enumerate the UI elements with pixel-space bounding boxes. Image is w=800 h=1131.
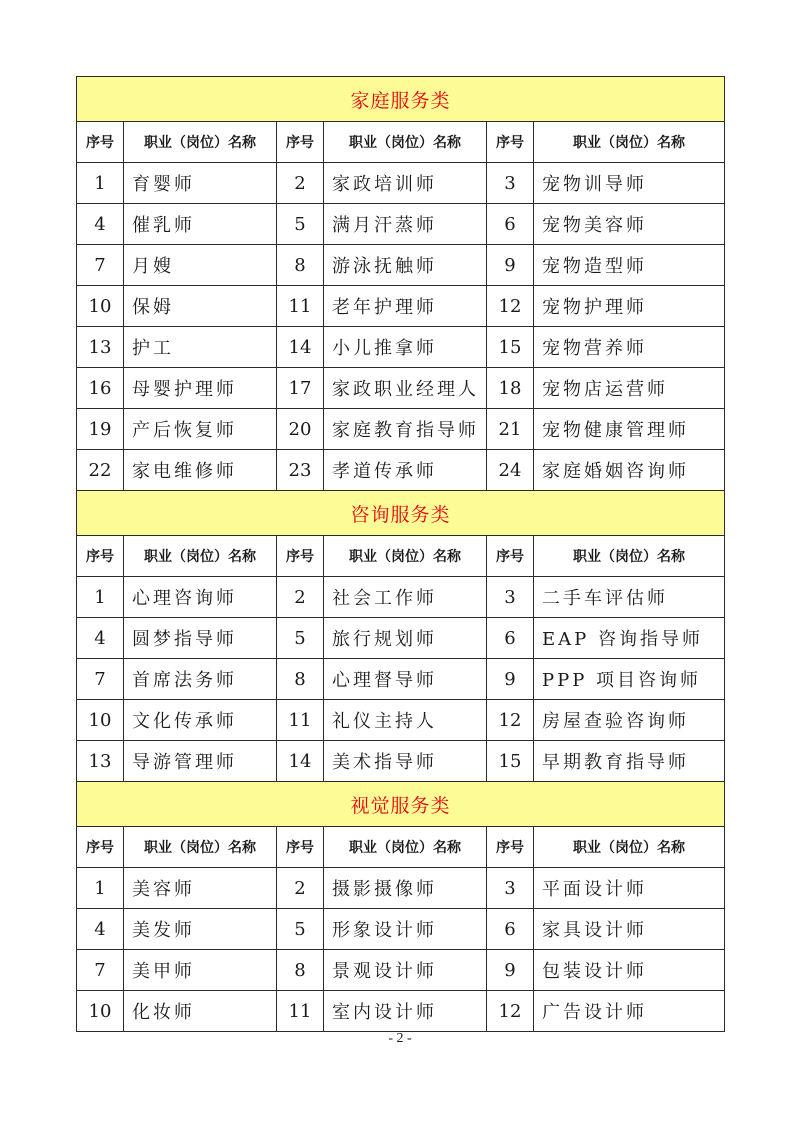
column-header-name: 职业（岗位）名称 <box>324 827 487 868</box>
row-number-cell: 12 <box>487 991 534 1032</box>
column-header-name: 职业（岗位）名称 <box>324 536 487 577</box>
table-row <box>77 204 725 245</box>
row-number-cell: 17 <box>277 368 324 409</box>
column-header-row <box>77 536 725 577</box>
row-number-cell: 15 <box>487 741 534 782</box>
column-header-name: 职业（岗位）名称 <box>534 827 725 868</box>
row-number-cell: 11 <box>277 991 324 1032</box>
section-title: 家庭服务类 <box>77 77 725 122</box>
row-number-cell: 1 <box>77 577 124 618</box>
occupation-name-cell: 广告设计师 <box>534 991 725 1032</box>
column-header-number: 序号 <box>77 827 124 868</box>
section-header <box>77 782 725 827</box>
row-number-cell: 9 <box>487 245 534 286</box>
table-row <box>77 868 725 909</box>
occupation-name-cell: 小儿推拿师 <box>324 327 487 368</box>
occupation-name-cell: 宠物美容师 <box>534 204 725 245</box>
occupation-name-cell: 孝道传承师 <box>324 450 487 491</box>
column-header-name: 职业（岗位）名称 <box>124 122 277 163</box>
table-row <box>77 659 725 700</box>
row-number-cell: 4 <box>77 909 124 950</box>
row-number-cell: 6 <box>487 909 534 950</box>
occupation-name-cell: 老年护理师 <box>324 286 487 327</box>
column-header-number: 序号 <box>487 827 534 868</box>
row-number-cell: 1 <box>77 163 124 204</box>
column-header-name: 职业（岗位）名称 <box>324 122 487 163</box>
occupation-name-cell: 宠物店运营师 <box>534 368 725 409</box>
row-number-cell: 2 <box>277 163 324 204</box>
row-number-cell: 12 <box>487 286 534 327</box>
column-header-row <box>77 122 725 163</box>
row-number-cell: 13 <box>77 327 124 368</box>
occupation-name-cell: 早期教育指导师 <box>534 741 725 782</box>
occupation-name-cell: 宠物护理师 <box>534 286 725 327</box>
occupation-name-cell: 礼仪主持人 <box>324 700 487 741</box>
column-header-number: 序号 <box>277 827 324 868</box>
occupation-name-cell: 宠物营养师 <box>534 327 725 368</box>
occupation-name-cell: 旅行规划师 <box>324 618 487 659</box>
row-number-cell: 9 <box>487 659 534 700</box>
table-row <box>77 286 725 327</box>
occupation-name-cell: 景观设计师 <box>324 950 487 991</box>
table-row <box>77 991 725 1032</box>
row-number-cell: 12 <box>487 700 534 741</box>
column-header-number: 序号 <box>77 122 124 163</box>
section-header <box>77 491 725 536</box>
occupation-name-cell: 摄影摄像师 <box>324 868 487 909</box>
row-number-cell: 23 <box>277 450 324 491</box>
table-row <box>77 909 725 950</box>
row-number-cell: 9 <box>487 950 534 991</box>
occupation-table <box>76 76 725 1032</box>
occupation-name-cell: 月嫂 <box>124 245 277 286</box>
occupation-name-cell: 化妆师 <box>124 991 277 1032</box>
occupation-name-cell: 平面设计师 <box>534 868 725 909</box>
row-number-cell: 14 <box>277 327 324 368</box>
row-number-cell: 2 <box>277 868 324 909</box>
occupation-name-cell: PPP 项目咨询师 <box>534 659 725 700</box>
occupation-name-cell: 护工 <box>124 327 277 368</box>
occupation-name-cell: 家政职业经理人 <box>324 368 487 409</box>
column-header-number: 序号 <box>277 122 324 163</box>
column-header-number: 序号 <box>487 122 534 163</box>
row-number-cell: 14 <box>277 741 324 782</box>
table-row <box>77 245 725 286</box>
row-number-cell: 7 <box>77 245 124 286</box>
table-row <box>77 450 725 491</box>
table-row <box>77 409 725 450</box>
row-number-cell: 10 <box>77 286 124 327</box>
column-header-number: 序号 <box>487 536 534 577</box>
occupation-name-cell: 家庭教育指导师 <box>324 409 487 450</box>
column-header-name: 职业（岗位）名称 <box>534 122 725 163</box>
table-row <box>77 950 725 991</box>
column-header-number: 序号 <box>277 536 324 577</box>
row-number-cell: 10 <box>77 991 124 1032</box>
table-row <box>77 741 725 782</box>
row-number-cell: 8 <box>277 245 324 286</box>
row-number-cell: 15 <box>487 327 534 368</box>
row-number-cell: 21 <box>487 409 534 450</box>
occupation-name-cell: 家电维修师 <box>124 450 277 491</box>
occupation-name-cell: 美甲师 <box>124 950 277 991</box>
occupation-name-cell: 美发师 <box>124 909 277 950</box>
section-header <box>77 77 725 122</box>
row-number-cell: 11 <box>277 700 324 741</box>
occupation-name-cell: 房屋查验咨询师 <box>534 700 725 741</box>
row-number-cell: 16 <box>77 368 124 409</box>
occupation-name-cell: 圆梦指导师 <box>124 618 277 659</box>
occupation-name-cell: 美容师 <box>124 868 277 909</box>
row-number-cell: 3 <box>487 163 534 204</box>
table-row <box>77 700 725 741</box>
table-row <box>77 163 725 204</box>
occupation-name-cell: 美术指导师 <box>324 741 487 782</box>
occupation-name-cell: 二手车评估师 <box>534 577 725 618</box>
table-row <box>77 327 725 368</box>
row-number-cell: 4 <box>77 618 124 659</box>
row-number-cell: 5 <box>277 618 324 659</box>
row-number-cell: 7 <box>77 950 124 991</box>
occupation-name-cell: 宠物训导师 <box>534 163 725 204</box>
row-number-cell: 13 <box>77 741 124 782</box>
row-number-cell: 5 <box>277 909 324 950</box>
occupation-name-cell: 包装设计师 <box>534 950 725 991</box>
row-number-cell: 8 <box>277 659 324 700</box>
table-row <box>77 368 725 409</box>
table-row <box>77 577 725 618</box>
page-number: - 2 - <box>388 1031 412 1046</box>
row-number-cell: 24 <box>487 450 534 491</box>
occupation-name-cell: 育婴师 <box>124 163 277 204</box>
occupation-name-cell: 产后恢复师 <box>124 409 277 450</box>
row-number-cell: 3 <box>487 577 534 618</box>
row-number-cell: 5 <box>277 204 324 245</box>
occupation-name-cell: 催乳师 <box>124 204 277 245</box>
occupation-name-cell: 导游管理师 <box>124 741 277 782</box>
occupation-name-cell: 家具设计师 <box>534 909 725 950</box>
row-number-cell: 11 <box>277 286 324 327</box>
column-header-row <box>77 827 725 868</box>
occupation-name-cell: 室内设计师 <box>324 991 487 1032</box>
section-title: 咨询服务类 <box>77 491 725 536</box>
row-number-cell: 10 <box>77 700 124 741</box>
occupation-name-cell: EAP 咨询指导师 <box>534 618 725 659</box>
column-header-number: 序号 <box>77 536 124 577</box>
row-number-cell: 18 <box>487 368 534 409</box>
occupation-name-cell: 家政培训师 <box>324 163 487 204</box>
occupation-name-cell: 满月汗蒸师 <box>324 204 487 245</box>
occupation-name-cell: 家庭婚姻咨询师 <box>534 450 725 491</box>
occupation-name-cell: 首席法务师 <box>124 659 277 700</box>
column-header-name: 职业（岗位）名称 <box>124 536 277 577</box>
occupation-name-cell: 保姆 <box>124 286 277 327</box>
row-number-cell: 1 <box>77 868 124 909</box>
occupation-name-cell: 游泳抚触师 <box>324 245 487 286</box>
row-number-cell: 4 <box>77 204 124 245</box>
row-number-cell: 20 <box>277 409 324 450</box>
occupation-name-cell: 心理督导师 <box>324 659 487 700</box>
occupation-name-cell: 母婴护理师 <box>124 368 277 409</box>
column-header-name: 职业（岗位）名称 <box>124 827 277 868</box>
row-number-cell: 22 <box>77 450 124 491</box>
row-number-cell: 8 <box>277 950 324 991</box>
occupation-name-cell: 宠物健康管理师 <box>534 409 725 450</box>
occupation-name-cell: 心理咨询师 <box>124 577 277 618</box>
occupation-name-cell: 文化传承师 <box>124 700 277 741</box>
column-header-name: 职业（岗位）名称 <box>534 536 725 577</box>
row-number-cell: 19 <box>77 409 124 450</box>
occupation-name-cell: 社会工作师 <box>324 577 487 618</box>
row-number-cell: 6 <box>487 204 534 245</box>
row-number-cell: 7 <box>77 659 124 700</box>
occupation-name-cell: 宠物造型师 <box>534 245 725 286</box>
row-number-cell: 3 <box>487 868 534 909</box>
occupation-name-cell: 形象设计师 <box>324 909 487 950</box>
row-number-cell: 6 <box>487 618 534 659</box>
section-title: 视觉服务类 <box>77 782 725 827</box>
table-row <box>77 618 725 659</box>
row-number-cell: 2 <box>277 577 324 618</box>
